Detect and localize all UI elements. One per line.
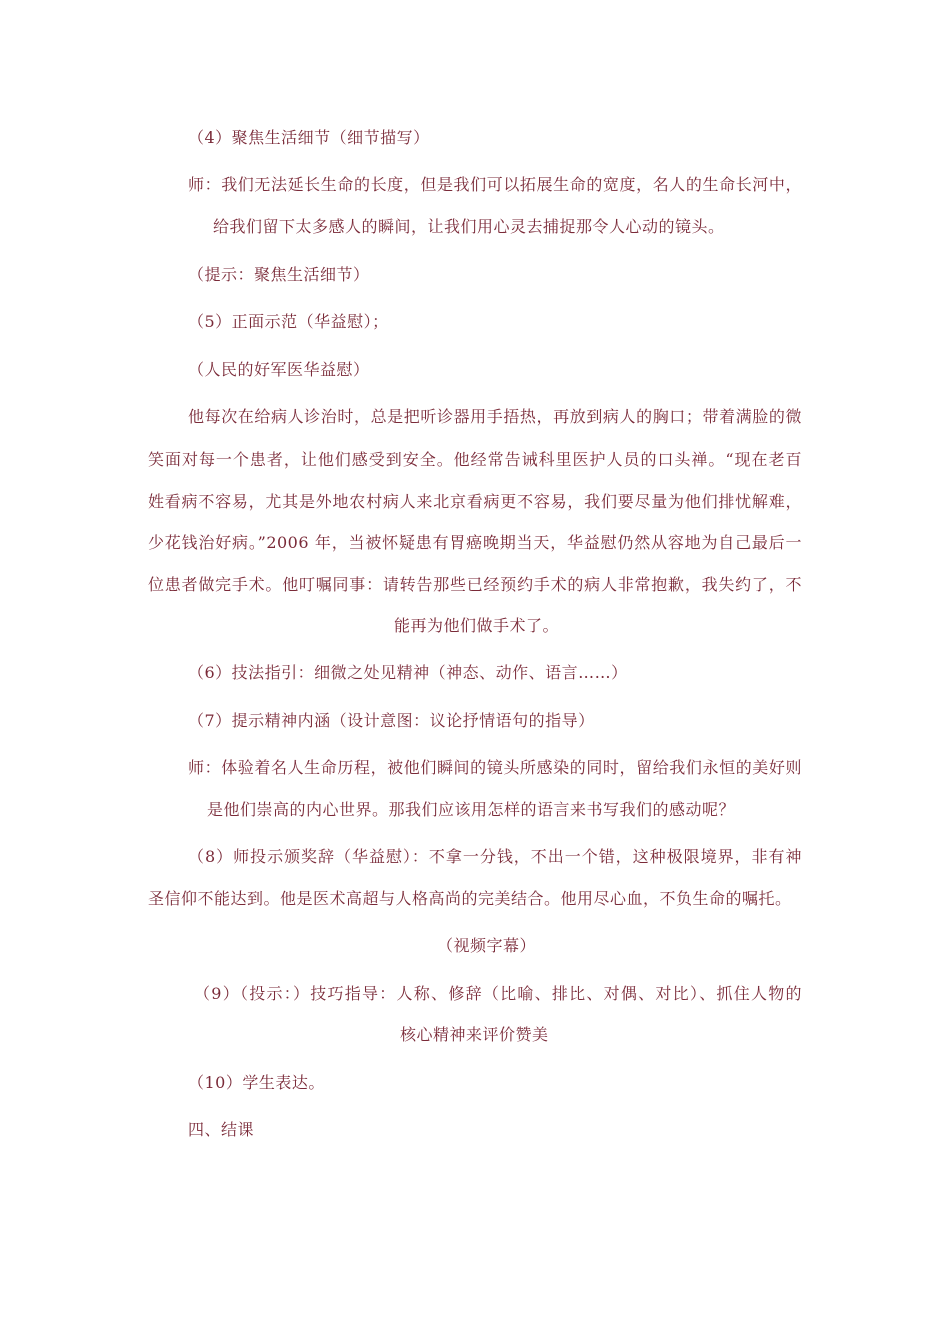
text-line: 少花钱治好病。”2006 年，当被怀疑患有胃癌晚期当天，华益慰仍然从容地为自己最后一 [148, 533, 802, 552]
text-line: 位患者做完手术。他叮嘱同事：请转告那些已经预约手术的病人非常抱歉，我失约了，不 [148, 575, 802, 594]
text-line: （4）聚焦生活细节（细节描写） [188, 128, 430, 147]
text-line: 他每次在给病人诊治时，总是把听诊器用手捂热，再放到病人的胸口；带着满脸的微 [188, 407, 802, 426]
text-line: （8）师投示颁奖辞（华益慰）：不拿一分钱，不出一个错，这种极限境界，非有神 [188, 847, 802, 866]
text-line: 师：我们无法延长生命的长度，但是我们可以拓展生命的宽度，名人的生命长河中， [188, 175, 802, 194]
text-line: 核心精神来评价赞美 [400, 1025, 549, 1044]
text-line: （提示：聚焦生活细节） [188, 265, 370, 284]
text-line: 师：体验着名人生命历程，被他们瞬间的镜头所感染的同时，留给我们永恒的美好则 [188, 758, 802, 777]
text-line: 姓看病不容易，尤其是外地农村病人来北京看病更不容易，我们要尽量为他们排忧解难， [148, 492, 802, 511]
text-line: （人民的好军医华益慰） [188, 360, 370, 379]
text-line: （10）学生表达。 [188, 1073, 325, 1092]
text-line: 能再为他们做手术了。 [394, 616, 560, 635]
text-line: （6）技法指引：细微之处见精神（神态、动作、语言……） [188, 663, 628, 682]
text-line: （9）（投示：）技巧指导：人称、修辞（比喻、排比、对偶、对比）、抓住人物的 [194, 984, 802, 1003]
text-line: （5）正面示范（华益慰）； [188, 312, 389, 331]
text-line: 圣信仰不能达到。他是医术高超与人格高尚的完美结合。他用尽心血，不负生命的嘱托。 [148, 889, 792, 908]
text-line: （视频字幕） [437, 936, 537, 955]
section-heading: 四、结课 [188, 1120, 255, 1139]
text-line: 是他们崇高的内心世界。那我们应该用怎样的语言来书写我们的感动呢？ [207, 800, 736, 819]
text-line: 笑面对每一个患者，让他们感受到安全。他经常告诫科里医护人员的口头禅。“现在老百 [148, 450, 802, 469]
text-line: （7）提示精神内涵（设计意图：议论抒情语句的指导） [188, 711, 595, 730]
text-line: 给我们留下太多感人的瞬间，让我们用心灵去捕捉那令人心动的镜头。 [213, 217, 725, 236]
